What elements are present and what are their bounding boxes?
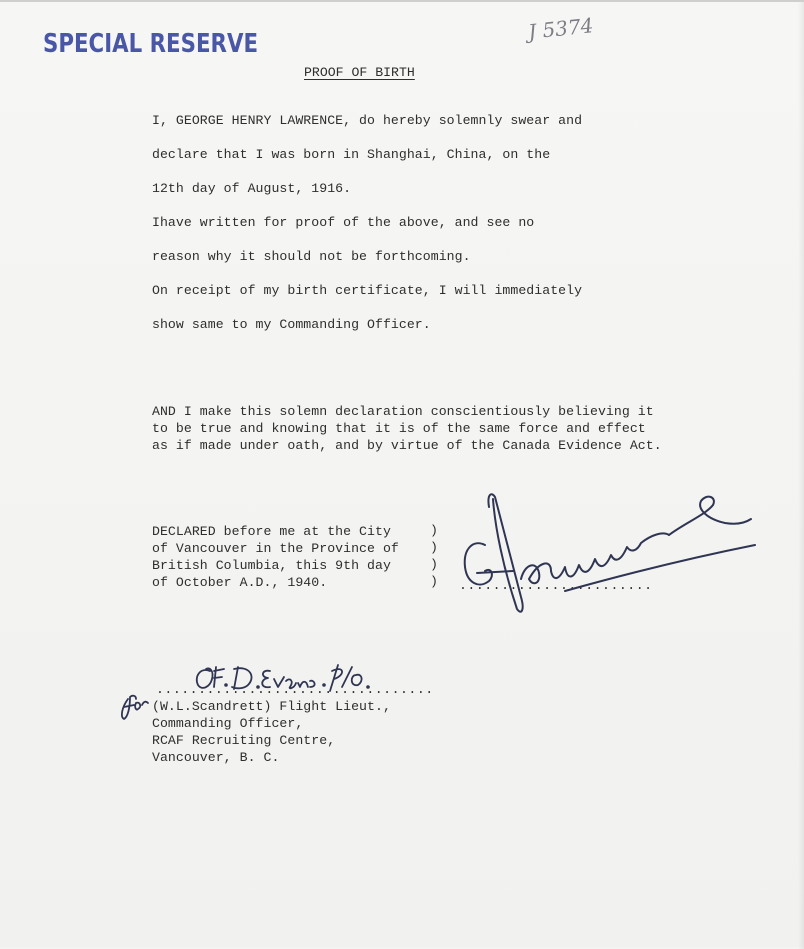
special-reserve-stamp: SPECIAL RESERVE [43, 29, 259, 59]
statement-line: I, GEORGE HENRY LAWRENCE, do hereby solemnly swear and [152, 113, 583, 128]
declarant-signature-line: ....................... [459, 578, 653, 593]
statement-line: Ihave written for proof of the above, and see no [152, 215, 535, 230]
officer-title-line: Commanding Officer, [152, 716, 304, 731]
declared-line: DECLARED before me at the City [152, 524, 391, 539]
declaration-line: AND I make this solemn declaration conscientiously believing it [152, 404, 654, 419]
statement-line: On receipt of my birth certificate, I will immediately [152, 283, 583, 298]
declared-line: British Columbia, this 9th day [152, 558, 391, 573]
bracket-mark: ) [430, 523, 438, 538]
officer-signature-line: ................................. [156, 682, 434, 697]
declarant-signature [455, 487, 765, 622]
bracket-mark: ) [430, 540, 438, 555]
declaration-line: as if made under oath, and by virtue of the Canada Evidence Act. [152, 438, 662, 453]
signature-glyph-icon [455, 487, 765, 622]
statement-line: show same to my Commanding Officer. [152, 317, 431, 332]
officer-unit-line: RCAF Recruiting Centre, [152, 733, 336, 748]
statement-line: 12th day of August, 1916. [152, 181, 352, 196]
statement-line: reason why it should not be forthcoming. [152, 249, 471, 264]
officer-location-line: Vancouver, B. C. [152, 750, 280, 765]
handwritten-reference-number: J 5374 [527, 13, 595, 44]
declaration-line: to be true and knowing that it is of the same force and effect [152, 421, 646, 436]
declared-line: of October A.D., 1940. [152, 575, 328, 590]
page-edge-shadow [798, 2, 804, 949]
bracket-mark: ) [430, 557, 438, 572]
officer-name-line: (W.L.Scandrett) Flight Lieut., [152, 699, 391, 714]
declared-line: of Vancouver in the Province of [152, 541, 399, 556]
bracket-mark: ) [430, 574, 438, 589]
document-title: PROOF OF BIRTH [304, 65, 415, 80]
statement-line: declare that I was born in Shanghai, China, on the [152, 147, 551, 162]
